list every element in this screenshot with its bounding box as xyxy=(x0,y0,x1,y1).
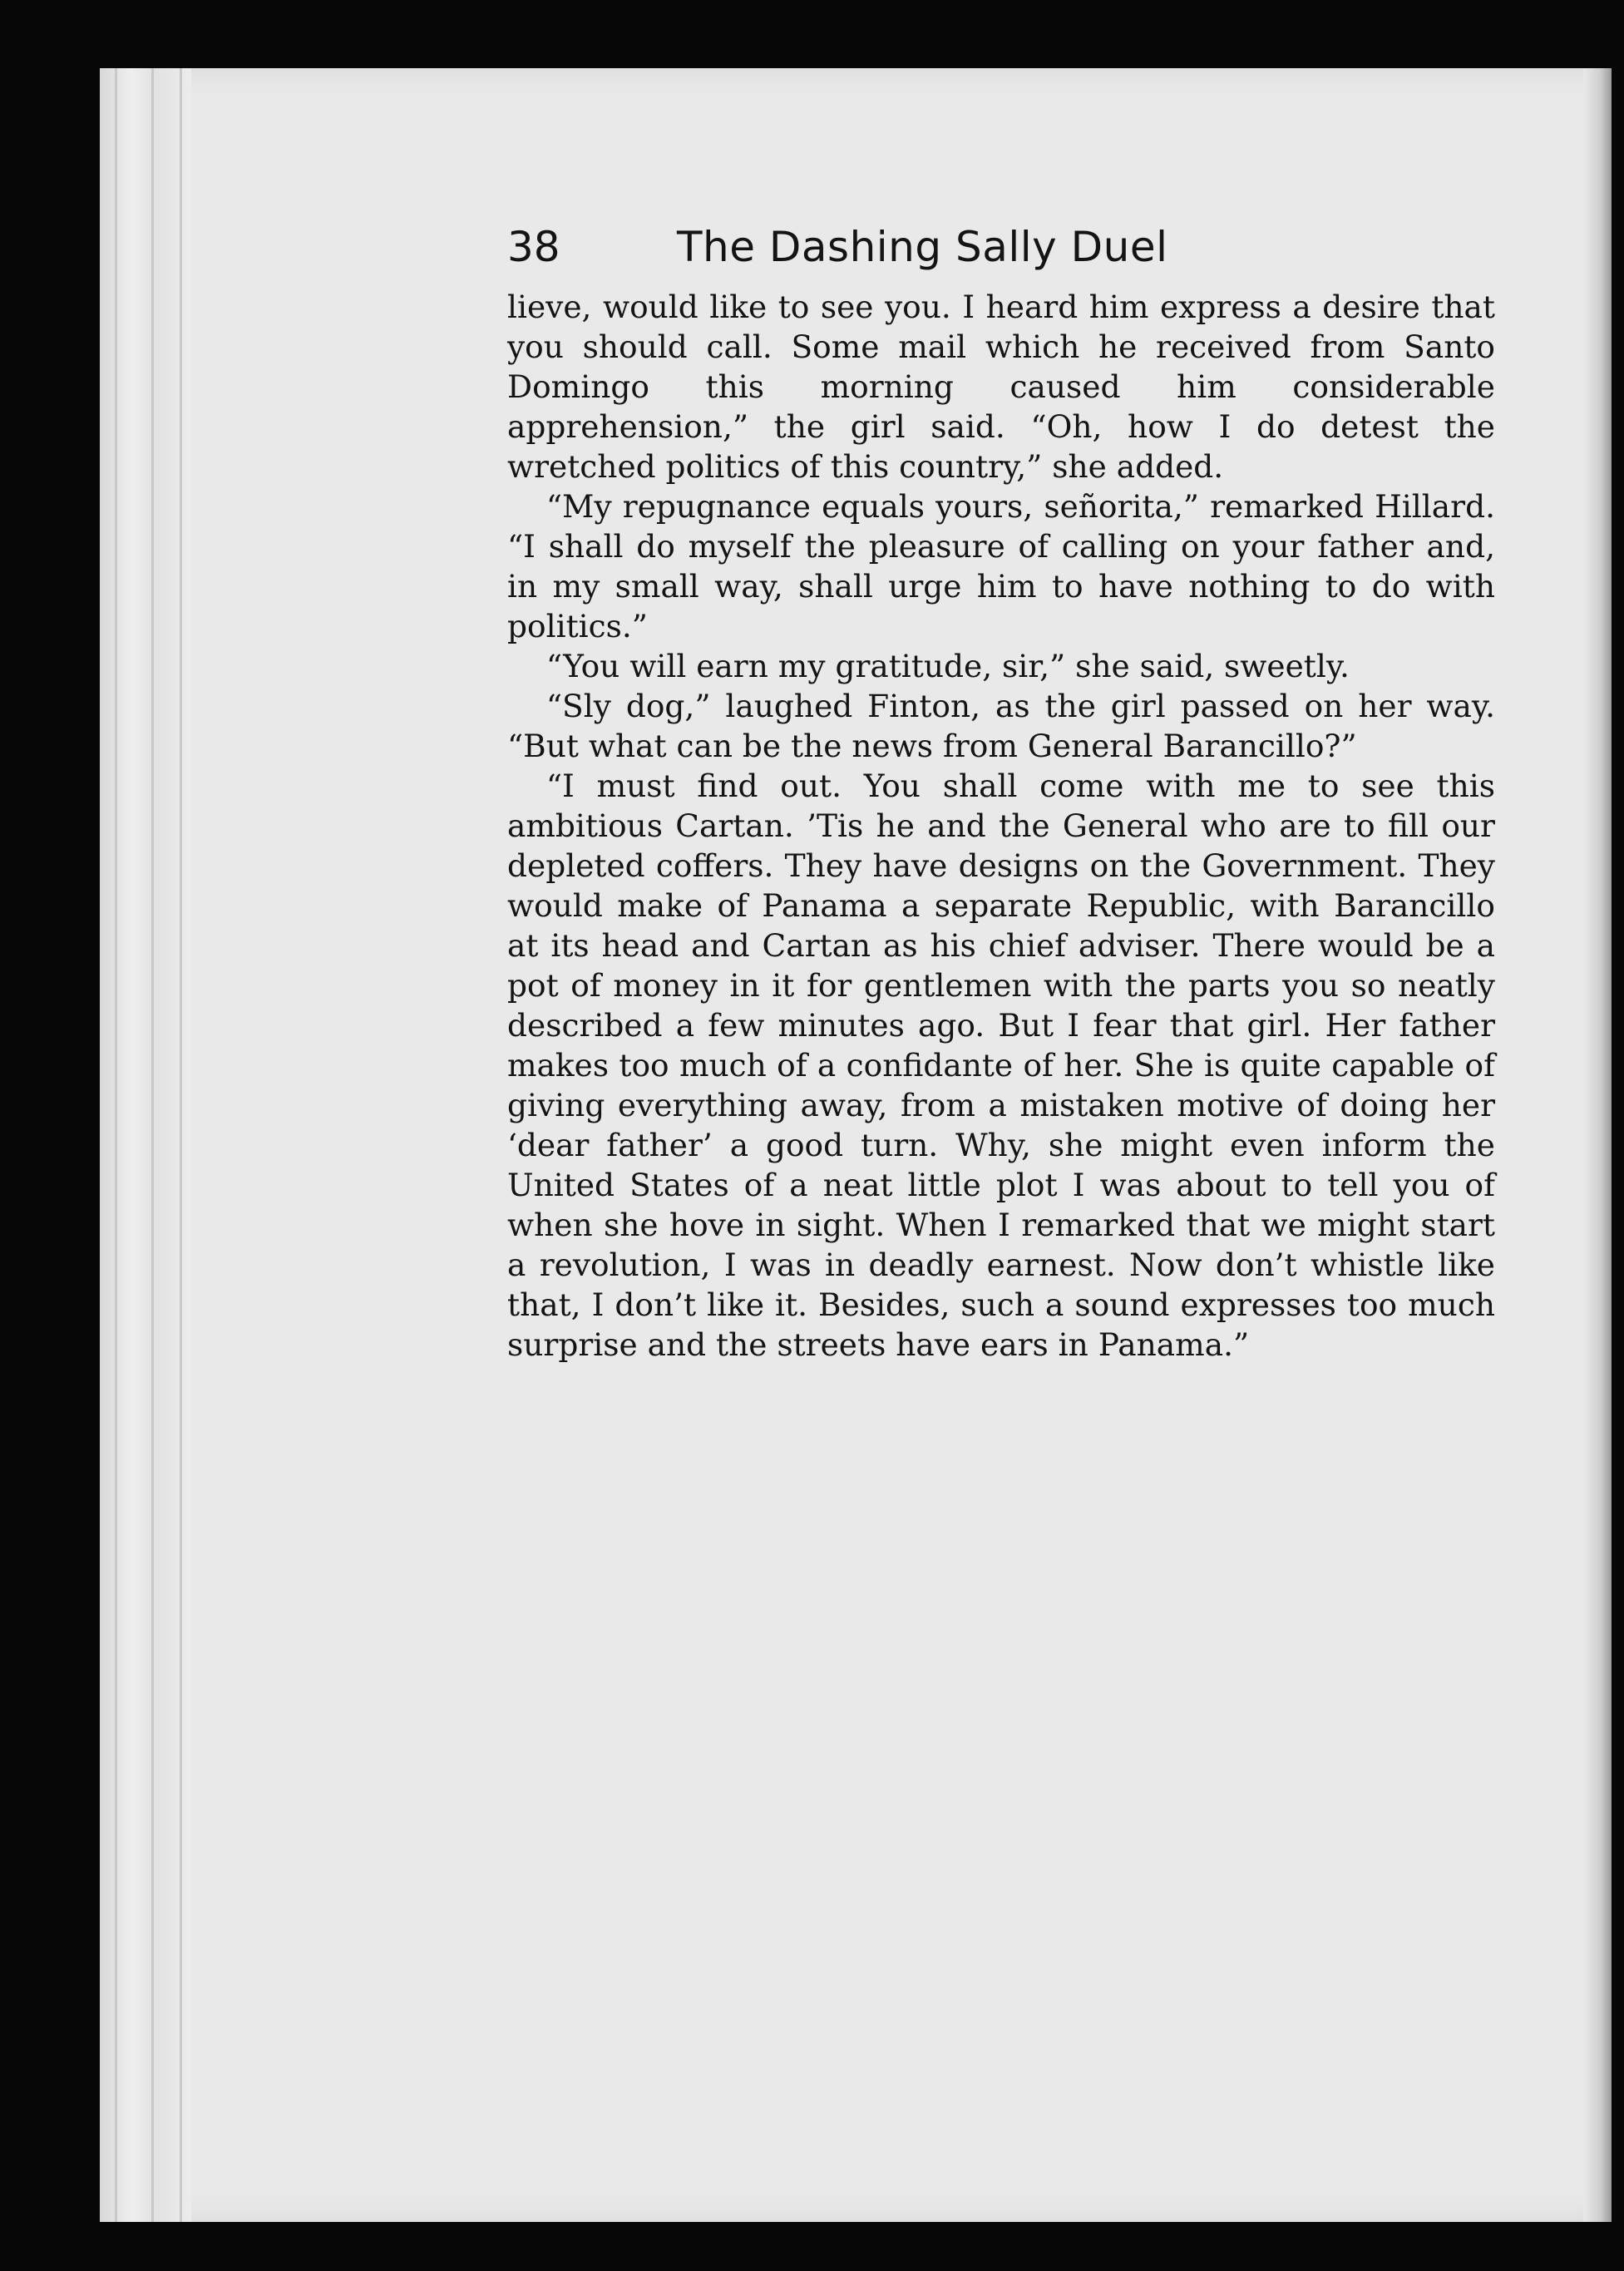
paragraph: “You will earn my gratitude, sir,” she said, sweetly. xyxy=(545,648,1350,684)
paragraph: “I must find out. You shall come with me to see this ambitious Cartan. ’Tis he and the General who are to fill our depleted coffers. They have designs on the Government. They would make of Panama a separate Republic, with Barancillo at its head and Cartan as his chief adviser. There would be a pot of money in it for gentlemen with the parts you so neatly described a few minutes ago. But I fear that girl. Her father makes too much of a confidante of her. She is quite capable of giving everything away, from a mistaken motive of doing her ‘dear father’ a good turn. Why, she might even inform the United States of a neat little plot I was about to tell you of when she hove in sight. When I remarked that we might start a revolution, I was in deadly earnest. Now don’t whistle like that, I don’t like it. Besides, such a sound expresses too much surprise and the streets have ears in Panama.” xyxy=(507,768,1495,1363)
paragraph: “My repugnance equals yours, señorita,” remarked Hillard. “I shall do myself the pleasure of calling on your father and, in my small way, shall urge him to have nothing to do with politics.” xyxy=(507,488,1495,644)
text-block xyxy=(507,208,1495,1365)
binding-line xyxy=(115,68,117,2222)
body-text xyxy=(507,287,1495,1365)
page-binding-edge xyxy=(100,68,191,2222)
page-number: 38 xyxy=(507,223,560,271)
page-right-edge xyxy=(1583,68,1612,2222)
binding-line xyxy=(180,68,182,2222)
paragraph: lieve, would like to see you. I heard him express a desire that you should call. Some mail which he received from Santo Domingo this morning caused him considerable apprehension,” the girl said. “Oh, how I do detest the wretched politics of this country,” she added. xyxy=(507,289,1495,485)
paragraph: “Sly dog,” laughed Finton, as the girl passed on her way. “But what can be the news from General Barancillo?” xyxy=(507,688,1495,764)
book-title: The Dashing Sally Duel xyxy=(677,223,1168,271)
running-head xyxy=(507,208,1495,287)
binding-line xyxy=(151,68,154,2222)
